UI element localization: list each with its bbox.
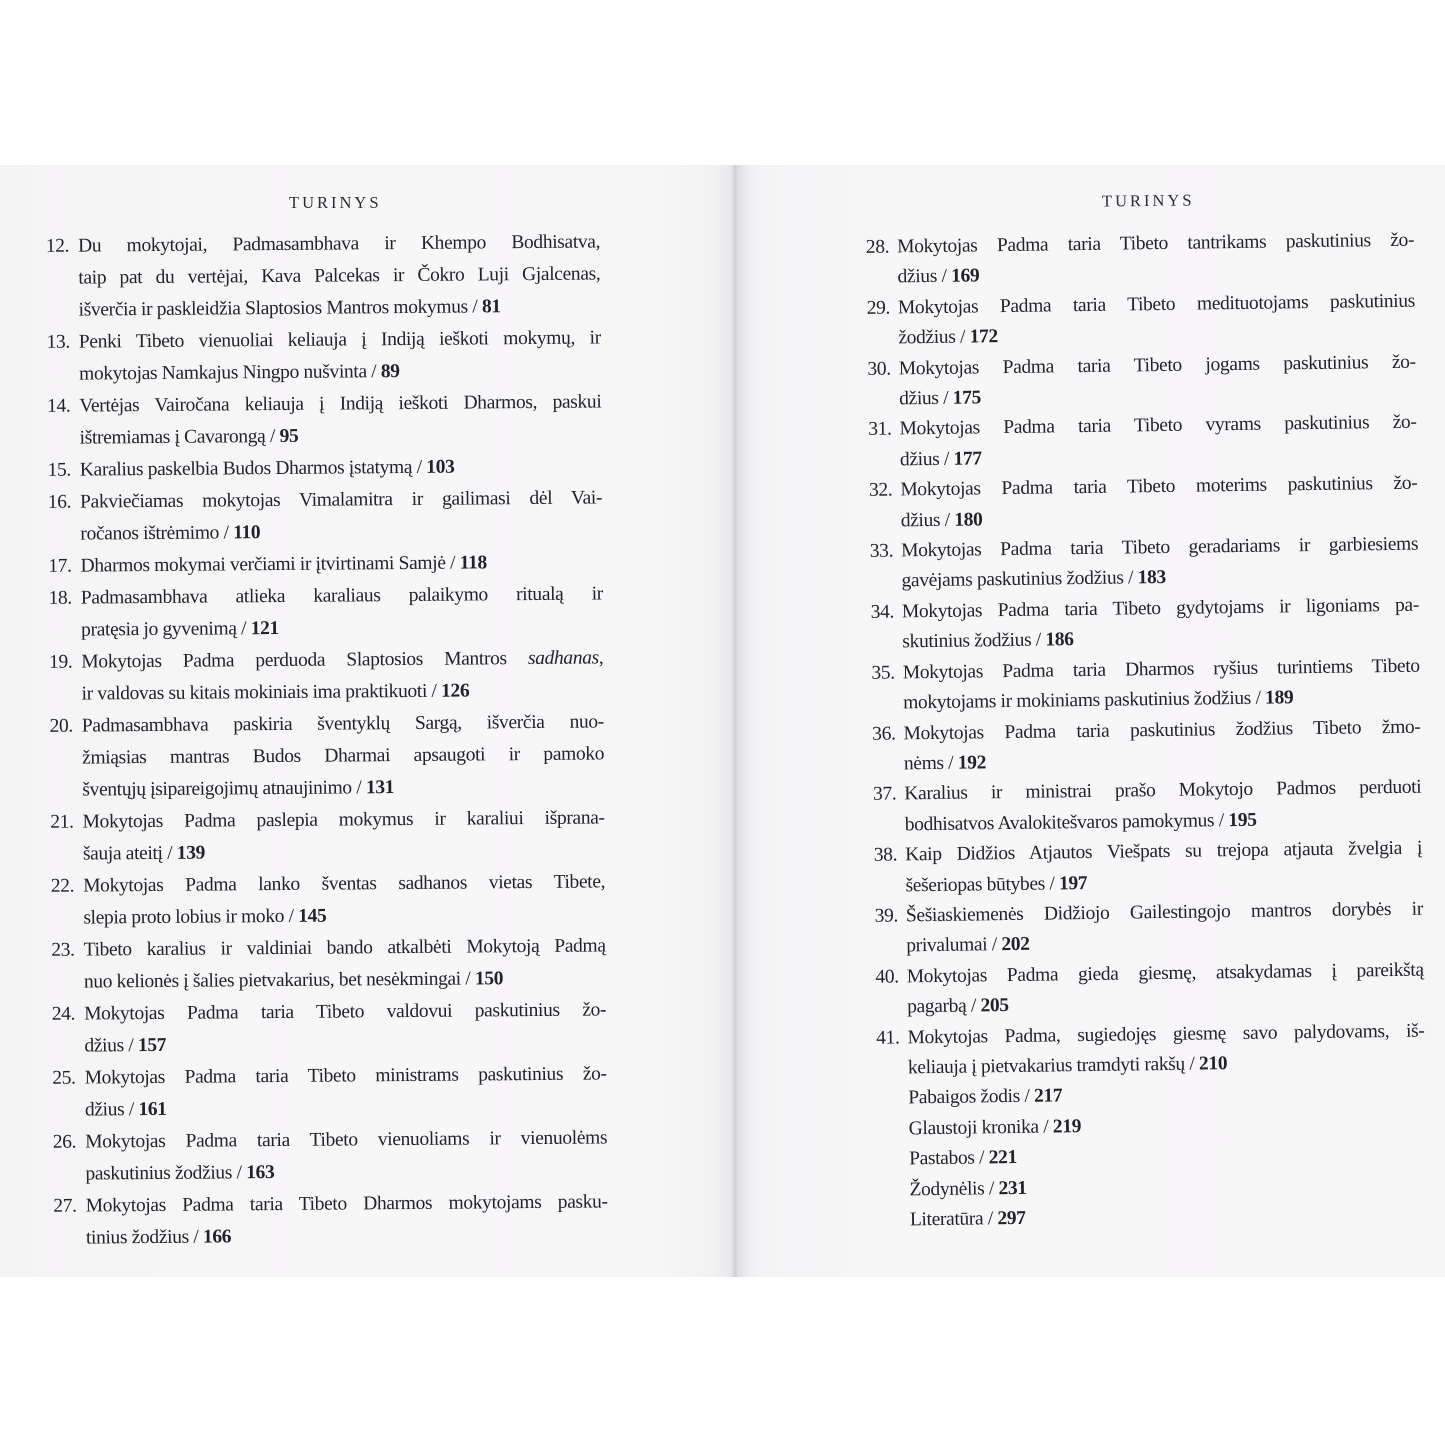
toc-page-number: 110 <box>233 522 261 544</box>
toc-entry-number <box>866 1114 909 1145</box>
toc-entry-line: Mokytojas Padma perduoda Slaptosios Mantros sadhanas, <box>81 647 604 673</box>
toc-entry-line: nuo kelionės į šalies pietvakarius, bet nesėkmingai / 150 <box>83 968 504 993</box>
toc-entry <box>863 895 1424 963</box>
toc-entry-text <box>899 347 1417 415</box>
toc-entry-text <box>903 651 1421 719</box>
toc-entry-line: Mokytojas Padma, sugiedojęs giesmę savo palydovams, iš- <box>907 1020 1425 1048</box>
toc-page-number: 202 <box>1001 934 1030 956</box>
toc-entry-text <box>85 1058 607 1126</box>
toc-entry-number: 25. <box>52 1067 76 1089</box>
toc-entry-line: Mokytojas Padma taria Tibeto vienuoliams ir vienuolėms <box>85 1127 608 1153</box>
toc-entry-line: paskutinius žodžius / 163 <box>85 1162 275 1185</box>
toc-entry <box>26 482 602 551</box>
toc-entry <box>854 226 1415 294</box>
toc-entry-line: Dharmos mokymai verčiami ir įtvirtinami Samjė / 118 <box>80 552 487 577</box>
toc-entry-line: Mokytojas Padma taria Tibeto moterims paskutinius žo- <box>900 472 1418 501</box>
toc-entry-text <box>81 642 603 710</box>
toc-entry-number <box>866 1145 909 1176</box>
toc-entry-number: 19. <box>48 651 73 673</box>
toc-entry-line: žmiąsias mantras Budos Dharmai apsaugoti ir pamoko <box>82 743 605 769</box>
toc-page-number: 103 <box>426 456 455 478</box>
toc-entry-text <box>83 802 605 870</box>
toc-entry-line: Mokytojas Padma taria Tibeto geradariams ir garbiesiems <box>901 533 1419 562</box>
toc-entry-line: ir valdovas su kitais mokiniais ima praktikuoti / 126 <box>81 680 470 705</box>
toc-entry-number: 41. <box>876 1027 900 1049</box>
toc-entry-line: Literatūra / 297 <box>909 1207 1026 1231</box>
toc-entry-number: 35. <box>871 662 895 684</box>
toc-entry <box>856 347 1417 415</box>
toc-entry <box>25 322 601 391</box>
toc-page-number: 197 <box>1058 872 1088 894</box>
toc-entry <box>31 1058 607 1127</box>
toc-entry-text <box>80 482 602 550</box>
toc-entry <box>29 866 605 935</box>
toc-entry-line: džius / 180 <box>900 508 983 532</box>
toc-entry-text <box>898 286 1416 354</box>
toc-entry-text <box>79 322 601 390</box>
toc-entry <box>861 773 1422 841</box>
toc-entry-line: bodhisatvos Avalokitešvaros pamokymus / 195 <box>904 809 1257 836</box>
toc-page-number: 192 <box>957 752 987 774</box>
toc-entry <box>25 386 601 455</box>
toc-page-number: 231 <box>998 1177 1027 1199</box>
toc-entry-text <box>906 895 1424 963</box>
toc-entry-line: Kaip Didžios Atjautos Viešpats su trejopa atjauta žvelgia į <box>905 837 1423 866</box>
toc-page-number: 180 <box>954 508 983 531</box>
toc-entry-line: Tibeto karalius ir valdiniai bando atkalbėti Mokytoją Padmą <box>83 935 606 961</box>
toc-entry-number: 39. <box>874 905 899 927</box>
toc-entry-line: Mokytojas Padma taria paskutinius žodžius Tibeto žmo- <box>903 716 1421 744</box>
toc-entry <box>859 591 1420 659</box>
toc-entry-number: 14. <box>46 395 71 417</box>
toc-entry-text <box>902 591 1420 659</box>
toc-entry <box>27 578 603 647</box>
toc-entry-line: šešeriopas būtybes / 197 <box>905 872 1088 896</box>
toc-page-number: 210 <box>1198 1053 1228 1075</box>
toc-entry-line: Mokytojas Padma taria Tibeto tantrikams paskutinius žo- <box>897 229 1415 258</box>
toc-entry <box>860 651 1421 719</box>
toc-entry <box>864 955 1425 1023</box>
toc-entry-line: Padmasambhava atlieka karaliaus palaikymo ritualą ir <box>80 583 603 609</box>
toc-page-number: 221 <box>988 1147 1018 1169</box>
toc-entry-number: 15. <box>47 459 71 481</box>
toc-entry-line: Glaustoji kronika / 219 <box>908 1115 1082 1140</box>
toc-entry <box>27 546 603 583</box>
toc-entry-number: 16. <box>47 491 72 513</box>
toc-entry-line: džius / 157 <box>84 1034 167 1057</box>
toc-entry-line: gavėjams paskutinius žodžius / 183 <box>901 567 1167 592</box>
toc-page-number: 169 <box>950 265 980 288</box>
toc-entry-line: Mokytojas Padma paslepia mokymus ir karaliui išprana- <box>82 807 605 833</box>
toc-entry-line: Mokytojas Padma taria Tibeto jogams paskutinius žo- <box>898 351 1416 380</box>
toc-entry-line: Pakviečiamas mokytojas Vimalamitra ir gailimasi dėl Vai- <box>80 487 603 513</box>
toc-page-number: 183 <box>1137 567 1167 589</box>
toc-entry <box>27 642 603 711</box>
toc-entry-number: 38. <box>873 844 898 866</box>
toc-entry-text <box>907 955 1425 1023</box>
toc-entry-number: 32. <box>868 479 893 502</box>
toc-entry-line: pratęsia jo gyvenimą / 121 <box>81 618 279 641</box>
toc-page-number: 217 <box>1033 1085 1063 1108</box>
toc-page-number: 150 <box>474 968 504 990</box>
toc-entry-line: Padmasambhava paskiria šventyklų Sargą, išverčia nuo- <box>81 711 604 737</box>
toc-entry-text <box>900 469 1418 537</box>
toc-page-number: 163 <box>246 1162 275 1184</box>
right-toc-list <box>854 226 1427 1237</box>
toc-entry-line: mokytojas Namkajus Ningpo nušvinta / 89 <box>79 361 400 385</box>
toc-entry-number <box>866 1175 909 1206</box>
toc-page-number: 89 <box>380 361 400 383</box>
toc-entry-text <box>79 386 601 454</box>
toc-entry <box>862 834 1423 902</box>
toc-entry-line: Karalius paskelbia Budos Dharmos įstatymą / 103 <box>79 456 455 481</box>
toc-page-number: 189 <box>1264 687 1294 709</box>
toc-entry-line: Mokytojas Padma taria Tibeto ministrams paskutinius žo- <box>84 1063 607 1089</box>
toc-entry-text <box>81 546 603 582</box>
toc-entry-text <box>86 1186 608 1254</box>
toc-entry-text <box>83 866 605 934</box>
toc-page-number: 81 <box>481 296 501 318</box>
toc-entry-line: tinius žodžius / 166 <box>85 1226 232 1249</box>
toc-entry <box>29 802 605 871</box>
toc-page-number: 139 <box>176 842 206 864</box>
toc-entry-line: Mokytojas Padma taria Tibeto Dharmos mokytojams pasku- <box>85 1191 608 1217</box>
toc-entry-text <box>81 578 603 646</box>
toc-page-number: 95 <box>279 425 299 447</box>
toc-page-number: 186 <box>1045 629 1074 651</box>
left-page-title: TURINYS <box>289 193 382 212</box>
toc-entry-line: šventųjų įsipareigojimų atnaujinimo / 131 <box>82 777 395 801</box>
toc-entry-text <box>78 226 601 326</box>
toc-entry <box>24 226 601 327</box>
toc-entry-line: taip pat du vertėjai, Kava Palcekas ir Čokro Luji Gjalcenas, <box>78 263 601 289</box>
toc-entry-number: 23. <box>51 939 75 961</box>
toc-entry-text <box>85 1122 607 1190</box>
toc-entry-line: išverčia ir paskleidžia Slaptosios Mantros mokymus / 81 <box>78 296 501 321</box>
toc-entry-number: 13. <box>46 331 70 353</box>
toc-entry-line: nėms / 192 <box>903 752 987 775</box>
toc-entry <box>28 706 605 807</box>
toc-entry-line: keliauja į pietvakarius tramdyti rakšų / 210 <box>907 1053 1228 1079</box>
toc-page-number: 121 <box>250 618 279 640</box>
toc-page-number: 126 <box>441 680 470 702</box>
toc-page-number: 157 <box>137 1034 167 1057</box>
toc-entry-number <box>867 1205 910 1236</box>
toc-entry-line: Vertėjas Vairočana keliauja į Indiją ieškoti Dharmos, paskui <box>79 391 602 417</box>
toc-entry-line: šauja ateitį / 139 <box>82 842 206 865</box>
open-book-spread <box>0 165 1445 1277</box>
toc-page-number: 205 <box>980 995 1009 1017</box>
toc-entry <box>30 930 606 999</box>
toc-entry-number: 30. <box>867 358 891 380</box>
toc-entry <box>30 994 606 1063</box>
toc-entry-text <box>910 1199 1427 1236</box>
toc-entry <box>26 450 602 487</box>
toc-entry-number: 12. <box>45 235 70 257</box>
toc-entry-number: 40. <box>875 966 899 988</box>
toc-entry-text <box>84 930 606 998</box>
toc-entry-number: 21. <box>50 811 74 833</box>
toc-page-number: 297 <box>997 1207 1026 1230</box>
toc-page-number: 145 <box>298 905 327 927</box>
toc-entry <box>858 530 1419 598</box>
toc-page-number: 195 <box>1228 809 1257 831</box>
toc-entry-number: 18. <box>48 587 72 609</box>
toc-entry-line: Mokytojas Padma taria Tibeto gydytojams ir ligoniams pa- <box>901 594 1420 623</box>
toc-page-number: 172 <box>969 326 998 348</box>
toc-entry-number: 20. <box>49 715 73 737</box>
toc-entry-line: slepia proto lobius ir moko / 145 <box>83 905 327 929</box>
toc-entry-line: Mokytojas Padma taria Tibeto vyrams paskutinius žo- <box>899 412 1417 440</box>
toc-entry <box>867 1199 1427 1237</box>
toc-entry-line: Karalius ir ministrai prašo Mokytojo Padmos perduoti <box>904 776 1422 805</box>
toc-entry <box>857 469 1418 537</box>
right-page <box>736 165 1445 1277</box>
toc-entry-text <box>899 408 1417 476</box>
toc-entry-number: 36. <box>872 722 896 745</box>
toc-entry-text <box>897 226 1415 294</box>
toc-entry-line: ročanos ištrėmimo / 110 <box>80 522 261 545</box>
left-page <box>0 165 736 1277</box>
toc-entry-line: džius / 177 <box>899 448 982 471</box>
toc-entry <box>860 712 1421 780</box>
toc-entry <box>856 408 1417 476</box>
toc-entry-text <box>903 712 1421 780</box>
toc-entry-line: skutinius žodžius / 186 <box>902 629 1074 653</box>
toc-entry-line: Du mokytojai, Padmasambhava ir Khempo Bodhisatva, <box>78 231 601 257</box>
toc-entry-number <box>865 1084 908 1115</box>
toc-entry-line: žodžius / 172 <box>898 326 998 349</box>
toc-entry-line: džius / 175 <box>899 387 982 410</box>
toc-entry-number: 31. <box>868 418 892 441</box>
toc-entry-number: 17. <box>48 555 72 577</box>
toc-entry-number: 29. <box>866 297 891 319</box>
toc-page-number: 161 <box>138 1098 167 1121</box>
toc-entry-line: Žodynėlis / 231 <box>909 1177 1027 1200</box>
toc-entry-line: privalumai / 202 <box>906 934 1030 957</box>
toc-entry <box>31 1122 607 1191</box>
toc-entry-line: džius / 169 <box>897 265 980 288</box>
toc-entry-number: 28. <box>865 236 890 258</box>
toc-entry-text <box>901 530 1419 598</box>
toc-page-number: 177 <box>953 448 982 470</box>
toc-entry-line: Penki Tibeto vienuoliai keliauja į Indiją ieškoti mokymų, ir <box>78 327 601 353</box>
toc-page-number: 166 <box>202 1226 232 1248</box>
toc-entry-line: džius / 161 <box>84 1098 167 1121</box>
toc-entry-line: Mokytojas Padma taria Tibeto valdovui paskutinius žo- <box>84 999 607 1025</box>
toc-entry-text <box>84 994 606 1062</box>
toc-page-number: 175 <box>952 387 982 409</box>
toc-entry-number: 24. <box>51 1003 76 1025</box>
toc-entry-line: Mokytojas Padma taria Dharmos ryšius turintiems Tibeto <box>902 655 1420 684</box>
toc-entry-number: 27. <box>53 1195 77 1217</box>
toc-entry-text <box>907 1016 1425 1084</box>
toc-page-number: 219 <box>1052 1115 1082 1138</box>
toc-page-number: 131 <box>365 777 395 799</box>
toc-entry-line: Mokytojas Padma gieda giesmę, atsakydamas į pareikštą <box>906 959 1424 988</box>
toc-entry <box>855 286 1416 354</box>
toc-entry-text <box>905 834 1423 902</box>
toc-entry-line: ištremiamas į Cavarongą / 95 <box>79 425 299 449</box>
toc-entry-text <box>80 450 602 486</box>
toc-entry-line: Šešiaskiemenės Didžiojo Gailestingojo mantros dorybės ir <box>905 898 1424 927</box>
toc-entry-line: Mokytojas Padma taria Tibeto medituotojams paskutinius <box>897 290 1416 319</box>
toc-entry-line: pagarbą / 205 <box>906 995 1009 1018</box>
toc-entry-number: 33. <box>869 540 894 562</box>
toc-entry-line: Mokytojas Padma lanko šventas sadhanos vietas Tibete, <box>83 871 606 897</box>
toc-entry-line: Pabaigos žodis / 217 <box>908 1085 1063 1109</box>
toc-entry-line: Pastabos / 221 <box>908 1147 1018 1170</box>
toc-entry <box>32 1186 608 1255</box>
toc-page-number: 118 <box>459 552 487 574</box>
toc-entry <box>864 1016 1425 1084</box>
toc-entry-number: 26. <box>52 1131 77 1153</box>
toc-entry-number: 34. <box>870 601 895 623</box>
toc-entry-text <box>82 706 605 806</box>
left-toc-list <box>24 226 608 1254</box>
toc-entry-number: 22. <box>50 875 75 897</box>
toc-entry-line: mokytojams ir mokiniams paskutinius žodžius / 189 <box>903 687 1294 714</box>
toc-entry-number: 37. <box>872 783 897 806</box>
right-page-title: TURINYS <box>1101 190 1195 211</box>
toc-entry-text <box>904 773 1422 841</box>
